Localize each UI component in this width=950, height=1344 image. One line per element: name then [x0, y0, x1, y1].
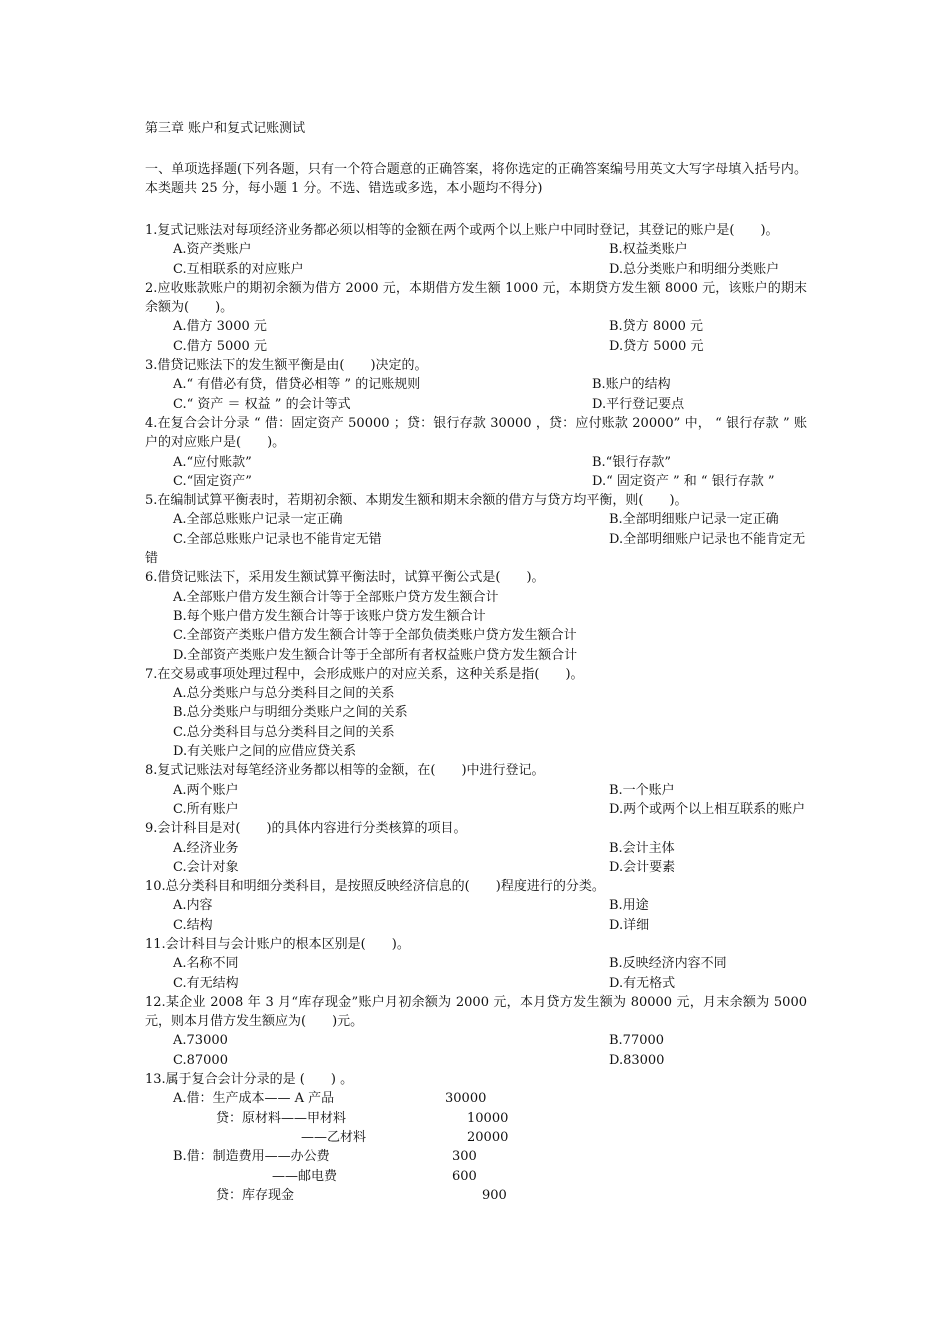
question	[145, 761, 807, 819]
option: B.权益类账户	[609, 242, 688, 258]
journal-line	[145, 1147, 807, 1166]
question	[145, 221, 807, 279]
option: A.全部总账账户记录一定正确	[173, 512, 343, 528]
option: D.总分类账户和明细分类账户	[609, 261, 780, 277]
question	[145, 279, 807, 356]
journal-line	[145, 1167, 807, 1186]
journal-account: A.借：生产成本—— A 产品	[173, 1091, 335, 1107]
question-stem: 8.复式记账法对每笔经济业务都以相等的金额，在( )中进行登记。	[145, 763, 545, 779]
option: C.借方 5000 元	[173, 338, 267, 354]
option-wrap-text: 错	[145, 551, 159, 567]
option: A.两个账户	[173, 782, 239, 798]
journal-amount: 20000	[467, 1129, 509, 1145]
option: B.账户的结构	[592, 377, 671, 393]
option: D.83000	[609, 1052, 665, 1068]
option: A.73000	[173, 1033, 228, 1049]
option: C.“ 资产 ＝ 权益 ” 的会计等式	[173, 396, 351, 412]
question-stem: 12.某企业 2008 年 3 月“库存现金”账户月初余额为 2000 元，本月贷方发生额为 80000 元，月末余额为 5000 元，则本月借方发生额应为( )元。	[145, 994, 807, 1030]
option: C.全部资产类账户借方发生额合计等于全部负债类账户贷方发生额合计	[173, 628, 577, 644]
journal-amount: 900	[482, 1187, 507, 1203]
option-group	[145, 588, 807, 665]
question-stem: 2.应收账款账户的期初余额为借方 2000 元，本期借方发生额 1000 元，本期贷方发生额 8000 元，该账户的期末余额为( )。	[145, 280, 807, 316]
option: D.两个或两个以上相互联系的账户	[609, 801, 806, 817]
question	[145, 491, 807, 568]
option: B.77000	[609, 1033, 665, 1049]
journal-account: ——邮电费	[272, 1168, 338, 1184]
option: D.有关账户之间的应借应贷关系	[173, 744, 357, 760]
journal-account: 贷：原材料——甲材料	[216, 1110, 347, 1126]
option: A.“应付账款”	[173, 454, 252, 470]
journal-amount: 600	[452, 1168, 477, 1184]
question	[145, 1070, 807, 1205]
question-stem: 4.在复合会计分录 “ 借：固定资产 50000 ；贷：银行存款 30000 ，贷：应付账款 20000” 中， “ 银行存款 ” 账户的对应账户是( )。	[145, 415, 807, 451]
question	[145, 414, 807, 491]
question	[145, 993, 807, 1070]
question-stem: 13.属于复合会计分录的是 ( ) 。	[145, 1072, 354, 1088]
option: B.全部明细账户记录一定正确	[609, 512, 779, 528]
option: A.资产类账户	[173, 242, 252, 258]
option: B.一个账户	[609, 782, 675, 798]
option: A.名称不同	[173, 956, 239, 972]
journal-amount: 300	[452, 1149, 477, 1165]
option: C.结构	[173, 917, 213, 933]
option: B.用途	[609, 898, 649, 914]
question	[145, 568, 807, 664]
chapter-title: 第三章 账户和复式记账测试	[145, 121, 306, 136]
journal-account: 贷：库存现金	[216, 1187, 295, 1203]
option-group	[145, 510, 807, 549]
journal-line	[145, 1089, 807, 1108]
option: D.会计要素	[609, 859, 676, 875]
question-stem: 7.在交易或事项处理过程中，会形成账户的对应关系，这种关系是指( )。	[145, 666, 584, 682]
option: C.互相联系的对应账户	[173, 261, 304, 277]
option: B.每个账户借方发生额合计等于该账户贷方发生额合计	[173, 608, 486, 624]
option-group	[145, 781, 807, 820]
option: A.总分类账户与总分类科目之间的关系	[173, 686, 395, 702]
option: D.贷方 5000 元	[609, 338, 704, 354]
journal-line	[145, 1109, 807, 1128]
option-group	[145, 240, 807, 279]
option: C.全部总账账户记录也不能肯定无错	[173, 531, 382, 547]
option-group	[145, 1031, 807, 1070]
question-stem: 5.在编制试算平衡表时，若期初余额、本期发生额和期末余额的借方与贷方均平衡，则( )。	[145, 493, 688, 509]
option: C.有无结构	[173, 975, 239, 991]
option: C.所有账户	[173, 801, 239, 817]
option: A.全部账户借方发生额合计等于全部账户贷方发生额合计	[173, 589, 499, 605]
journal-line	[145, 1186, 807, 1205]
question	[145, 356, 807, 414]
option: B.“银行存款”	[592, 454, 671, 470]
section-instructions: 一、单项选择题(下列各题，只有一个符合题意的正确答案，将你选定的正确答案编号用英文大写字母填入括号内。本类题共 25 分，每小题 1 分。不选、错选或多选，本小题均不得分)	[145, 162, 807, 197]
option-group	[145, 375, 807, 414]
option: A.内容	[173, 898, 213, 914]
journal-account: ——乙材料	[301, 1129, 367, 1145]
option-group	[145, 839, 807, 878]
question-list	[145, 221, 807, 1205]
option-group	[145, 896, 807, 935]
option: D.有无格式	[609, 975, 676, 991]
journal-line	[145, 1128, 807, 1147]
option: A.经济业务	[173, 840, 239, 856]
option: C.“固定资产”	[173, 473, 252, 489]
question-stem: 6.借贷记账法下，采用发生额试算平衡法时，试算平衡公式是( )。	[145, 570, 545, 586]
option-group	[145, 954, 807, 993]
option-group	[145, 453, 807, 492]
option: D.“ 固定资产 ” 和 “ 银行存款 ”	[592, 473, 775, 489]
option: D.全部资产类账户发生额合计等于全部所有者权益账户贷方发生额合计	[173, 647, 578, 663]
journal-amount: 30000	[445, 1091, 487, 1107]
question	[145, 877, 807, 935]
option: B.贷方 8000 元	[609, 319, 704, 335]
option: B.总分类账户与明细分类账户之间的关系	[173, 705, 408, 721]
option-group	[145, 317, 807, 356]
option: A.“ 有借必有贷，借贷必相等 ” 的记账规则	[173, 377, 421, 393]
option: C.会计对象	[173, 859, 239, 875]
option: C.总分类科目与总分类科目之间的关系	[173, 724, 395, 740]
question-stem: 9.会计科目是对( )的具体内容进行分类核算的项目。	[145, 821, 467, 837]
option: D.详细	[609, 917, 650, 933]
question-stem: 11.会计科目与会计账户的根本区别是( )。	[145, 936, 410, 952]
question-stem: 1.复式记账法对每项经济业务都必须以相等的金额在两个或两个以上账户中同时登记，其登记的账户是( )。	[145, 223, 779, 238]
question	[145, 665, 807, 761]
journal-amount: 10000	[467, 1110, 509, 1126]
question-stem: 3.借贷记账法下的发生额平衡是由( )决定的。	[145, 358, 428, 374]
option: B.会计主体	[609, 840, 675, 856]
option: A.借方 3000 元	[173, 319, 267, 335]
option: B.反映经济内容不同	[609, 956, 727, 972]
option: D.全部明细账户记录也不能肯定无	[609, 531, 806, 547]
option: D.平行登记要点	[592, 396, 685, 412]
option: C.87000	[173, 1052, 228, 1068]
question	[145, 935, 807, 993]
question	[145, 819, 807, 877]
question-stem: 10.总分类科目和明细分类科目，是按照反映经济信息的( )程度进行的分类。	[145, 879, 605, 895]
option-group	[145, 684, 807, 761]
journal-account: B.借：制造费用——办公费	[173, 1149, 330, 1165]
